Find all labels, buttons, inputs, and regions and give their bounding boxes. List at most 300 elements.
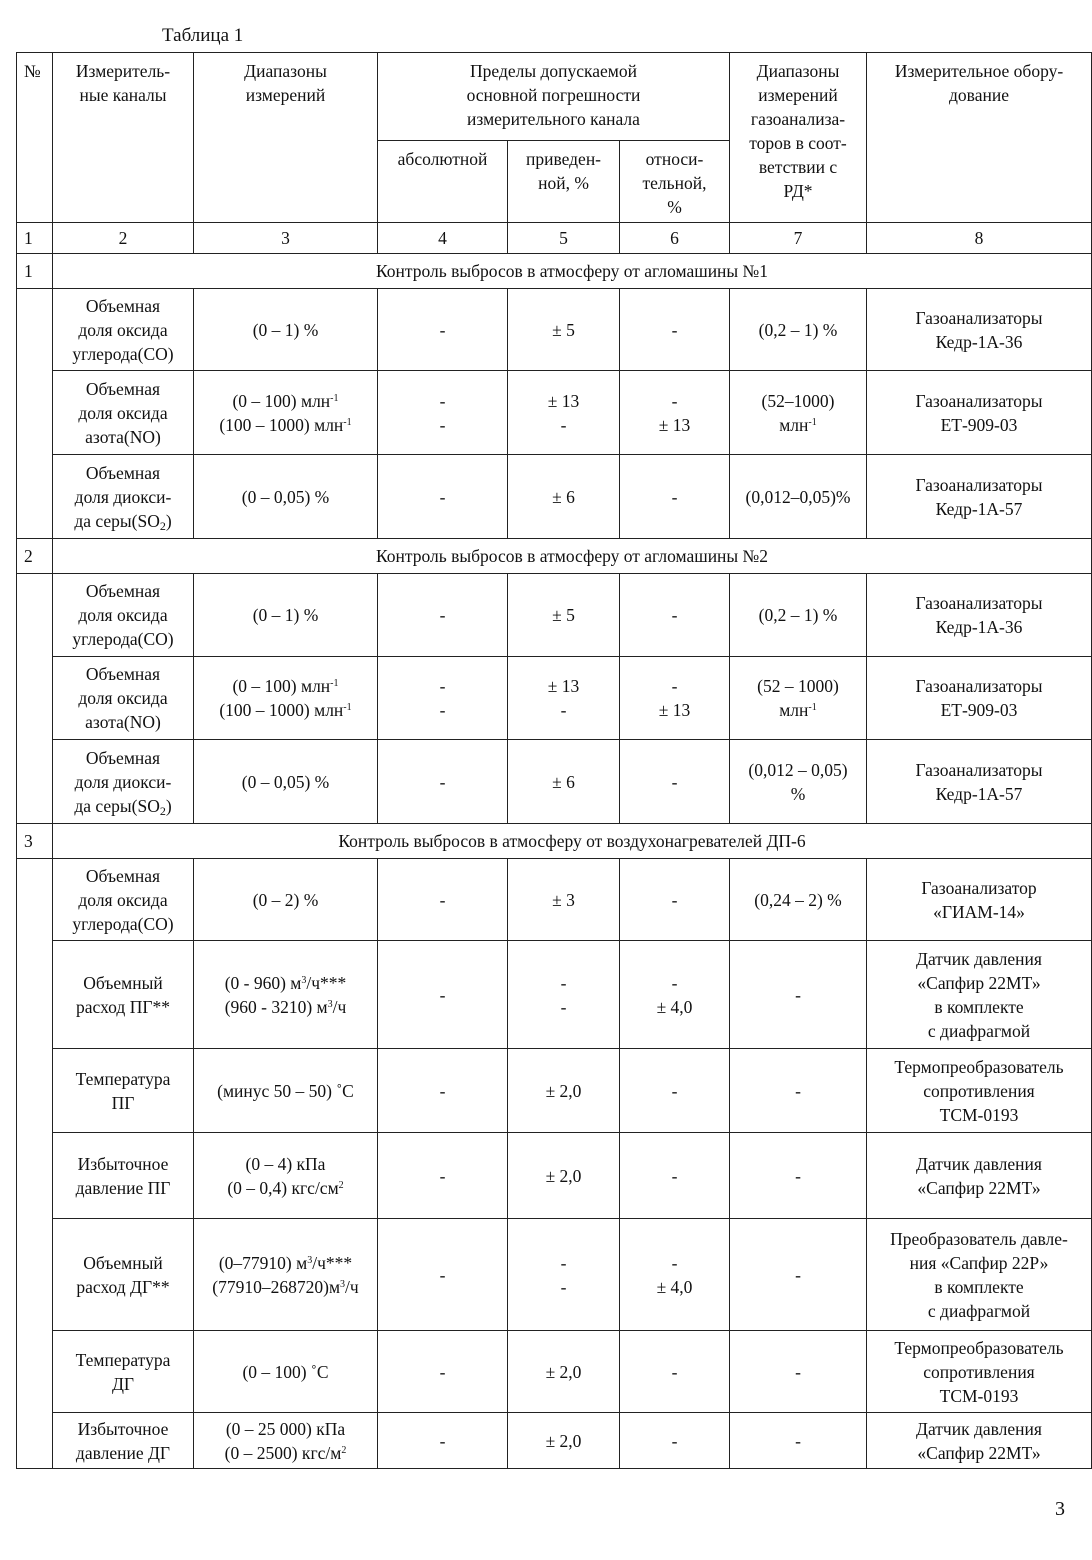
cell-line: (0 – 2500) кгс/$м^2$ [224,1442,347,1463]
cell-line: ± 2,0 [545,1430,582,1451]
cell-line: (0,2 – 1) % [758,319,838,340]
gas-analyzer-range-cell [730,740,867,824]
gas-analyzer-range-cell [730,1133,867,1219]
cell-line: ± 13 [547,390,580,411]
section-number-spacer [17,859,53,1469]
cell-line: - [671,1165,678,1186]
cell-line: ДГ [111,1373,135,1394]
column-number: 5 [508,223,620,254]
section-number: 3 [17,824,53,859]
cell-line: (0 – 0,05) % [241,771,330,792]
cell-line: азота(NO) [85,426,161,447]
relative-error-cell [620,941,730,1049]
column-number: 4 [378,223,508,254]
measurement-range-cell [194,740,378,824]
cell-line: - [671,390,678,411]
table-row [17,289,1092,371]
cell-line: - [439,390,446,411]
relative-error-cell [620,1219,730,1331]
cell-line: «ГИАМ-14» [933,901,1025,922]
cell-line: (0 – 0,05) % [241,486,330,507]
cell-line: - [795,1165,801,1186]
reduced-error-cell [508,657,620,740]
cell-line: да $серы(SO_2)$ [74,795,172,818]
cell-line: Диапазоны [244,61,327,81]
gas-analyzer-range-cell [730,859,867,941]
cell-line: - [439,319,446,340]
equipment-cell [867,1049,1092,1133]
cell-line: Объемная [85,747,161,768]
cell-line: $(77910-268720)м^3/ч$ [212,1276,359,1297]
channel-cell [53,1219,194,1331]
cell-line: - [671,605,678,625]
cell-line: измерительного канала [467,109,640,129]
section-header-row [17,254,1092,289]
cell-line: давление ПГ [75,1177,171,1198]
cell-line: сопротивления [923,1361,1035,1382]
cell-line: Газоанализатор [921,877,1037,898]
cell-line: Газоанализаторы [915,390,1043,411]
cell-line: да $серы(SO_2)$ [74,510,172,533]
cell-line: ния «Сапфир 22Р» [909,1252,1049,1273]
gas-analyzer-range-cell [730,1331,867,1413]
cell-line: ± 13 [658,700,691,720]
cell-line: Датчик давления [916,1418,1042,1439]
section-number: 1 [17,254,53,289]
channel-cell [53,455,194,539]
cell-line: сопротивления [923,1080,1035,1101]
section-title: Контроль выбросов в атмосферу от воздухонагревателей ДП-6 [53,824,1092,859]
column-number: 1 [17,223,53,254]
channel-cell [53,1413,194,1469]
cell-line: Газоанализаторы [915,474,1043,495]
gas-analyzer-range-cell [730,1219,867,1331]
cell-line: «Сапфир 22МТ» [917,1442,1041,1463]
absolute-error-cell [378,1133,508,1219]
cell-line: расход ДГ** [76,1276,170,1297]
measurement-range-cell [194,1219,378,1331]
reduced-error-cell [508,1331,620,1413]
absolute-error-cell [378,1331,508,1413]
cell-line: - [671,1361,678,1382]
relative-error-cell [620,1133,730,1219]
cell-line: ± 3 [552,889,575,910]
cell-line: доля диокси- [74,486,172,507]
cell-line: Температура [75,1349,171,1370]
cell-line: - [795,1264,801,1285]
header-row [17,53,1092,141]
header-error-limits [378,53,730,141]
measurement-range-cell [194,1331,378,1413]
cell-line: - [795,1361,801,1382]
cell-line: измерений [245,85,326,105]
cell-line: Термопреобразователь [894,1056,1064,1077]
relative-error-cell [620,371,730,455]
cell-line: Избыточное [77,1153,169,1174]
equipment-cell [867,1133,1092,1219]
cell-line: Кедр-1А-57 [935,783,1023,804]
cell-line: (минус 50 – 50) ˚С [217,1080,354,1101]
cell-line: Термопреобразователь [894,1337,1064,1358]
cell-line: углерода(CO) [72,913,174,934]
cell-line: - [439,676,446,696]
cell-line: ± 5 [552,605,575,625]
cell-line: «Сапфир 22МТ» [917,1177,1041,1198]
relative-error-cell [620,859,730,941]
cell-line: измерений [758,85,838,105]
channel-cell [53,740,194,824]
cell-line: газоанализа- [750,109,846,129]
absolute-error-cell [378,859,508,941]
equipment-cell [867,574,1092,657]
section-title: Контроль выбросов в атмосферу от агломашины №1 [53,254,1092,289]
table-row [17,371,1092,455]
measurement-range-cell [194,657,378,740]
cell-line: Датчик давления [916,948,1042,969]
relative-error-cell [620,574,730,657]
header-absolute: абсолютной [378,141,508,223]
reduced-error-cell [508,1133,620,1219]
cell-line: (52–1000) [761,390,835,411]
cell-line: ± 2,0 [545,1080,582,1101]
measurement-range-cell [194,371,378,455]
gas-analyzer-range-cell [730,1413,867,1469]
cell-line: - [439,1165,446,1186]
table-row [17,740,1092,824]
channel-cell [53,941,194,1049]
gas-analyzer-range-cell [730,1049,867,1133]
cell-line: в комплекте [934,996,1024,1017]
column-number: 8 [867,223,1092,254]
cell-line: Кедр-1А-36 [935,617,1023,637]
cell-line: Газоанализаторы [915,593,1043,613]
cell-line: % [790,783,806,804]
cell-line: доля оксида [78,319,168,340]
cell-line: Объемный [83,972,163,993]
relative-error-cell [620,1413,730,1469]
cell-line: Измерительное обору- [894,61,1064,81]
reduced-error-cell [508,289,620,371]
relative-error-cell [620,657,730,740]
reduced-error-cell [508,1219,620,1331]
reduced-error-cell [508,1413,620,1469]
cell-line: % [667,197,682,217]
cell-line: (0 – 100) млн$^{-1}$ [232,676,339,696]
cell-line: - [439,486,446,507]
cell-line: Объемная [85,664,161,684]
cell-line: ТСМ-0193 [939,1385,1019,1406]
column-number: 3 [194,223,378,254]
cell-line: ной, % [538,173,589,193]
cell-line: Газоанализаторы [915,759,1043,780]
gas-analyzer-range-cell [730,455,867,539]
channel-cell [53,1049,194,1133]
table-row [17,657,1092,740]
table-row [17,1413,1092,1469]
cell-line: расход ПГ** [76,996,170,1017]
cell-line: тельной, [642,173,707,193]
cell-line: (0,012–0,05)% [745,486,851,507]
cell-line: углерода(CO) [72,629,174,649]
table-row [17,859,1092,941]
cell-line: (0 – 1) % [252,605,319,625]
measurement-range-cell [194,941,378,1049]
cell-line: ПГ [111,1092,135,1113]
table-row [17,1133,1092,1219]
cell-line: - [439,889,446,910]
equipment-cell [867,1413,1092,1469]
reduced-error-cell [508,574,620,657]
cell-line: - [560,1276,567,1297]
cell-line: (0,24 – 2) % [754,889,842,910]
header-relative [620,141,730,223]
cell-line: (52 – 1000) [757,676,839,696]
reduced-error-cell [508,1049,620,1133]
cell-line: Пределы допускаемой [470,61,637,81]
cell-line: Объемный [83,1252,163,1273]
cell-line: (0 – 1) % [252,319,319,340]
cell-line: азота(NO) [85,712,161,732]
cell-line: ТСМ-0193 [939,1104,1019,1125]
cell-line: в комплекте [934,1276,1024,1297]
cell-line: Объемная [85,581,161,601]
relative-error-cell [620,455,730,539]
header-reduced [508,141,620,223]
cell-line: «Сапфир 22МТ» [917,972,1041,993]
cell-line: (0,012 – 0,05) [748,759,848,780]
cell-line: - [439,1264,446,1285]
cell-line: с диафрагмой [927,1300,1031,1321]
cell-line: доля оксида [78,688,168,708]
header-ranges [194,53,378,223]
cell-line: торов в соот- [749,133,847,153]
cell-line: - [439,771,446,792]
measurement-range-cell [194,859,378,941]
cell-line: млн$^{-1}$ [779,414,817,435]
channel-cell [53,289,194,371]
cell-line: ± 13 [658,414,691,435]
cell-line: - [439,1361,446,1382]
cell-line: - [560,414,567,435]
cell-line: Объемная [85,865,161,886]
cell-line: - [439,605,446,625]
measurement-range-cell [194,455,378,539]
header-number: № [17,53,53,223]
absolute-error-cell [378,740,508,824]
cell-line: Диапазоны [756,61,840,81]
cell-line: - [439,700,446,720]
cell-line: (100 – 1000) млн$^{-1}$ [219,700,352,720]
equipment-cell [867,371,1092,455]
equipment-cell [867,289,1092,371]
cell-line: (0 – 2) % [252,889,319,910]
cell-line: Измеритель- [75,61,171,81]
cell-line: - [439,1080,446,1101]
equipment-cell [867,455,1092,539]
cell-line: РД* [783,181,813,201]
page-number: 3 [1055,1498,1065,1520]
cell-line: Кедр-1А-57 [935,498,1023,519]
cell-line: ± 6 [552,486,575,507]
cell-line: ± 13 [547,676,580,696]
section-header-row [17,824,1092,859]
cell-line: Объемная [85,462,161,483]
cell-line: ± 6 [552,771,575,792]
equipment-cell [867,657,1092,740]
cell-line: дование [949,85,1009,105]
absolute-error-cell [378,941,508,1049]
cell-line: - [671,972,678,993]
cell-line: - [671,1252,678,1273]
table-caption: Таблица 1 [162,25,244,46]
cell-line: Кедр-1А-36 [935,331,1023,352]
measurement-range-cell [194,1133,378,1219]
cell-line: Газоанализаторы [915,676,1043,696]
cell-line: - [671,676,678,696]
relative-error-cell [620,1049,730,1133]
column-numbers-row [17,223,1092,254]
column-number: 2 [53,223,194,254]
header-channels [53,53,194,223]
cell-line: - [560,972,567,993]
cell-line: относи- [645,149,704,169]
cell-line: - [795,984,801,1005]
table-row [17,1331,1092,1413]
cell-line: Датчик давления [916,1153,1042,1174]
measurement-range-cell [194,1413,378,1469]
cell-line: - [795,1430,801,1451]
cell-line: давление ДГ [75,1442,171,1463]
cell-line: ± 4,0 [656,1276,693,1297]
cell-line: - [439,984,446,1005]
cell-line: ные каналы [79,85,167,105]
cell-line: - [560,996,567,1017]
absolute-error-cell [378,657,508,740]
equipment-cell [867,941,1092,1049]
table-row [17,574,1092,657]
cell-line: Объемная [85,378,161,399]
absolute-error-cell [378,1219,508,1331]
cell-line: ± 4,0 [656,996,693,1017]
equipment-cell [867,859,1092,941]
absolute-error-cell [378,371,508,455]
cell-line: Избыточное [77,1418,169,1439]
cell-line: - [671,889,678,910]
reduced-error-cell [508,941,620,1049]
cell-line: доля оксида [78,402,168,423]
column-number: 7 [730,223,867,254]
cell-line: - [671,1080,678,1101]
section-number-spacer [17,574,53,824]
cell-line: (0 – 100) млн$^{-1}$ [232,390,339,411]
cell-line: млн$^{-1}$ [779,700,817,720]
cell-line: (960 - 3210) $м^3/ч$ [224,996,347,1017]
cell-line: (0 - 960) $м^3/ч***$ [224,972,347,993]
cell-line: ЕТ-909-03 [940,700,1018,720]
cell-line: - [671,486,678,507]
header-equipment [867,53,1092,223]
absolute-error-cell [378,574,508,657]
cell-line: - [439,414,446,435]
cell-line: углерода(CO) [72,343,174,364]
cell-line: доля оксида [78,889,168,910]
reduced-error-cell [508,859,620,941]
cell-line: (0 – 0,4) кгс/$см^2$ [227,1177,344,1198]
cell-line: Объемная [85,295,161,316]
gas-analyzer-range-cell [730,657,867,740]
cell-line: ± 5 [552,319,575,340]
cell-line: - [439,1430,446,1451]
cell-line: - [671,319,678,340]
section-title: Контроль выбросов в атмосферу от агломашины №2 [53,539,1092,574]
absolute-error-cell [378,1413,508,1469]
cell-line: (0 – 4) кПа [245,1153,326,1174]
cell-line: ± 2,0 [545,1361,582,1382]
channel-cell [53,859,194,941]
section-number-spacer [17,289,53,539]
cell-line: - [795,1080,801,1101]
relative-error-cell [620,289,730,371]
channel-cell [53,1331,194,1413]
equipment-cell [867,740,1092,824]
cell-line: - [671,771,678,792]
cell-line: - [671,1430,678,1451]
cell-line: (100 – 1000) млн$^{-1}$ [219,414,352,435]
cell-line: приведен- [525,149,602,169]
cell-line: - [560,1252,567,1273]
equipment-cell [867,1219,1092,1331]
cell-line: основной погрешности [466,85,641,105]
reduced-error-cell [508,455,620,539]
cell-line: ± 2,0 [545,1165,582,1186]
table-row [17,1049,1092,1133]
cell-line: - [560,700,567,720]
cell-line: Газоанализаторы [915,307,1043,328]
table-row [17,455,1092,539]
absolute-error-cell [378,1049,508,1133]
cell-line: (0 – 100) ˚С [242,1361,329,1382]
measurement-range-cell [194,574,378,657]
cell-line: ветствии с [758,157,838,177]
cell-line: с диафрагмой [927,1020,1031,1041]
section-header-row [17,539,1092,574]
cell-line: Температура [75,1068,171,1089]
table-row [17,1219,1092,1331]
relative-error-cell [620,740,730,824]
equipment-cell [867,1331,1092,1413]
channel-cell [53,574,194,657]
cell-line: (0–77910) $м^3/ч***$ [218,1252,353,1273]
cell-line: доля диокси- [74,771,172,792]
channel-cell [53,1133,194,1219]
absolute-error-cell [378,289,508,371]
gas-analyzer-range-cell [730,289,867,371]
header-gas-analyzer-ranges [730,53,867,223]
table-row [17,941,1092,1049]
gas-analyzer-range-cell [730,574,867,657]
column-number: 6 [620,223,730,254]
relative-error-cell [620,1331,730,1413]
cell-line: (0 – 25 000) кПа [225,1418,346,1439]
measurement-range-cell [194,1049,378,1133]
section-number: 2 [17,539,53,574]
channel-cell [53,657,194,740]
reduced-error-cell [508,371,620,455]
cell-line: (0,2 – 1) % [758,605,838,625]
gas-analyzer-range-cell [730,941,867,1049]
cell-line: Преобразователь давле- [890,1228,1068,1249]
reduced-error-cell [508,740,620,824]
